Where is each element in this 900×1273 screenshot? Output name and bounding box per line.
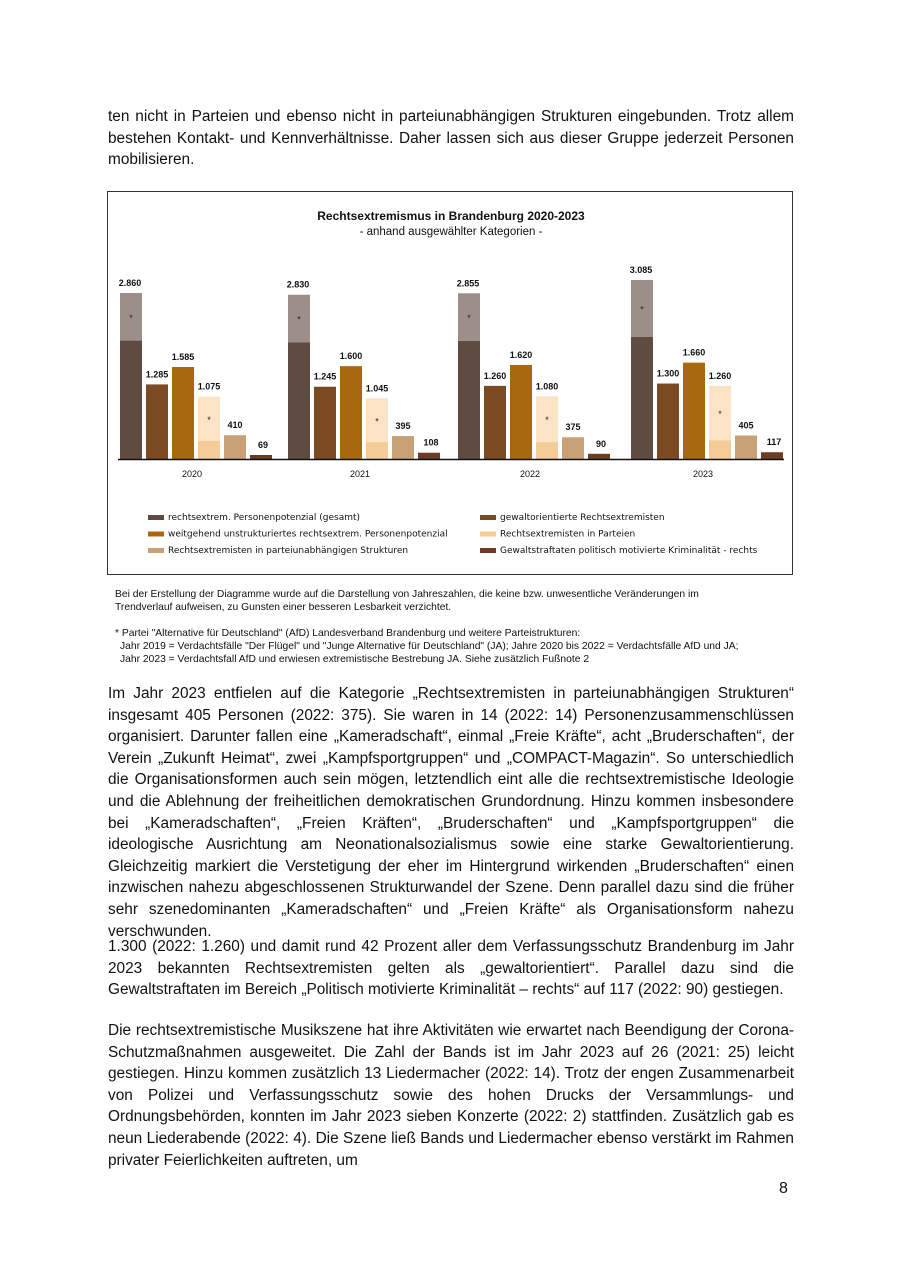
bar-2021-s5 <box>392 436 414 459</box>
label-2022-s4: 1.080 <box>535 381 559 392</box>
label-2023-s3: 1.660 <box>682 347 706 358</box>
legend-label-right-1: gewaltorientierte Rechtsextremisten <box>500 513 665 523</box>
paragraph-gewaltorientiert: 1.300 (2022: 1.260) und damit rund 42 Prozent aller dem Verfassungsschutz Brandenburg im Jahr 2023 bekannten Rechtsextremisten gelten als „gewaltorientiert“. Parallel dazu sind die Gewaltstraftaten im Bereich „Politisch motivierte Kriminalität – rechts“ auf 117 (2022: 90) gestiegen. <box>108 938 794 999</box>
chart-footnote <box>115 627 795 666</box>
bar-2022-s1-asterisk: * <box>467 313 471 324</box>
bar-2021-s4-asterisk: * <box>375 416 379 427</box>
bar-2022-s3 <box>510 365 532 459</box>
bar-2020-s2 <box>146 384 168 459</box>
x-tick-2020: 2020 <box>181 469 203 479</box>
chart-panel <box>107 191 793 575</box>
intro-paragraph: ten nicht in Parteien und ebenso nicht in parteiunabhängigen Strukturen eingebunden. Trotz allem bestehen Kontakt- und Kennverhältnisse. Daher lassen sich aus dieser Gruppe jederzeit Personen mobilisieren. <box>108 108 794 169</box>
label-2023-s6: 117 <box>766 437 782 448</box>
legend-label-right-2: Rechtsextremisten in Parteien <box>500 529 636 540</box>
label-2023-s4: 1.260 <box>708 370 732 381</box>
bar-2021-s2 <box>314 387 336 459</box>
bar-2022-s6 <box>588 454 610 459</box>
x-tick-2023: 2023 <box>692 469 714 479</box>
bar-2021-s3 <box>340 366 362 459</box>
legend-swatch-left-3 <box>148 548 164 553</box>
x-tick-2022: 2022 <box>519 469 541 479</box>
label-2020-s2: 1.285 <box>145 369 169 380</box>
legend-label-right-3: Gewaltstraftaten politisch motivierte Kriminalität - rechts <box>500 546 758 556</box>
label-2021-s6: 108 <box>423 437 439 448</box>
bar-2022-s5 <box>562 437 584 459</box>
legend-label-left-1: rechtsextrem. Personenpotenzial (gesamt) <box>168 513 361 523</box>
label-2021-s5: 395 <box>395 421 411 432</box>
label-2020-s6: 69 <box>257 439 269 450</box>
footnote-line-1: * Partei "Alternative für Deutschland" (AfD) Landesverband Brandenburg und weitere Parteistrukturen: <box>115 628 581 639</box>
bar-2020-s4-lower <box>198 441 220 459</box>
legend-swatch-right-3 <box>480 548 496 553</box>
x-tick-2021: 2021 <box>349 469 371 479</box>
label-2020-s1: 2.860 <box>118 278 142 288</box>
label-2022-s5: 375 <box>565 422 581 433</box>
bar-2023-s1-asterisk: * <box>640 304 644 315</box>
legend-label-left-2: weitgehend unstrukturiertes rechtsextrem. Personenpotenzial <box>168 529 448 540</box>
label-2020-s5: 410 <box>227 420 243 431</box>
bar-2022-s1 <box>458 341 480 459</box>
label-2021-s2: 1.245 <box>313 371 337 382</box>
bar-2023-s2 <box>657 384 679 459</box>
bar-2023-s5 <box>735 435 757 459</box>
legend-swatch-right-1 <box>480 515 496 520</box>
bar-2020-s4-asterisk: * <box>207 414 211 425</box>
label-2022-s2: 1.260 <box>483 370 507 381</box>
label-2023-s2: 1.300 <box>656 368 680 379</box>
bar-2023-s4-lower <box>709 440 731 459</box>
label-2023-s5: 405 <box>738 420 754 431</box>
chart-subtitle: - anhand ausgewählter Kategorien - <box>359 226 543 238</box>
paragraph-musikszene: Die rechtsextremistische Musikszene hat ihre Aktivitäten wie erwartet nach Beendigung der Corona-Schutzmaßnahmen ausgeweitet. Die Zahl der Bands ist im Jahr 2023 auf 26 (2021: 25) leicht gestiegen. Hinzu kommen zusätzlich 13 Liedermacher (2022: 14). Trotz der engen Zusammenarbeit von Polizei und Verfassungsschutz sowie des hohen Drucks der Versammlungs- und Ordnungsbehörden, konnten im Jahr 2023 sieben Konzerte (2022: 2) stattfinden. Zusätzlich gab es neun Liederabende (2022: 4). Die Szene ließ Bands und Liedermacher ebenso verstärkt im Rahmen privater Feierlichkeiten auftreten, um <box>108 1022 794 1169</box>
footnote-line-3: Jahr 2023 = Verdachtsfall AfD und erwiesen extremistische Bestrebung JA. Siehe zusätzlich Fußnote 2 <box>120 654 590 665</box>
bar-2021-s6 <box>418 453 440 459</box>
bar-2021-s4-lower <box>366 442 388 459</box>
chart-note-line-2: Trendverlauf aufweisen, zu Gunsten einer besseren Lesbarkeit verzichtet. <box>115 602 452 613</box>
legend-swatch-left-2 <box>148 532 164 537</box>
bar-2021-s1-asterisk: * <box>297 314 301 325</box>
label-2021-s4: 1.045 <box>365 383 389 394</box>
chart-note-line-1: Bei der Erstellung der Diagramme wurde auf die Darstellung von Jahreszahlen, die keine bzw. unwesentliche Veränderungen im <box>115 589 699 600</box>
bar-2023-s6 <box>761 452 783 459</box>
label-2022-s3: 1.620 <box>509 349 533 360</box>
bar-2020-s5 <box>224 435 246 459</box>
bar-2022-s4-lower <box>536 442 558 459</box>
chart-title: Rechtsextremismus in Brandenburg 2020-2023 <box>317 209 585 223</box>
legend-swatch-right-2 <box>480 532 496 537</box>
legend-swatch-left-1 <box>148 515 164 520</box>
label-2021-s1: 2.830 <box>286 279 310 290</box>
page-number: 8 <box>779 1180 788 1197</box>
label-2021-s3: 1.600 <box>339 351 363 362</box>
label-2022-s6: 90 <box>595 438 607 449</box>
legend-label-left-3: Rechtsextremisten in parteiunabhängigen Strukturen <box>168 546 409 556</box>
bar-2021-s1 <box>288 342 310 459</box>
label-2022-s1: 2.855 <box>456 278 480 289</box>
bar-2020-s1-asterisk: * <box>129 312 133 323</box>
bar-2020-s6 <box>250 455 272 459</box>
bar-2022-s2 <box>484 386 506 459</box>
bar-2022-s4-asterisk: * <box>545 415 549 426</box>
label-2020-s4: 1.075 <box>197 381 221 392</box>
bar-2020-s1 <box>120 341 142 459</box>
footnote-line-2: Jahr 2019 = Verdachtsfälle "Der Flügel" und "Junge Alternative für Deutschland" (JA); Jahre 2020 bis 2022 = Verdachtsfälle AfD und JA; <box>120 641 739 652</box>
label-2023-s1: 3.085 <box>629 264 653 275</box>
bar-2023-s4-asterisk: * <box>718 409 722 420</box>
bar-2020-s3 <box>172 367 194 459</box>
chart-note <box>115 588 795 614</box>
bar-2023-s1 <box>631 337 653 459</box>
paragraph-parteiunabhaengige-strukturen: Im Jahr 2023 entfielen auf die Kategorie „Rechtsextremisten in parteiunabhängigen Strukturen“ insgesamt 405 Personen (2022: 375). Sie waren in 14 (2022: 14) Personenzusammenschlüssen organisiert. Darunter fallen eine „Kameradschaft“, einmal „Freie Kräfte“, acht „Bruderschaften“, der Verein „Zukunft Heimat“, zwei „Kampfsportgruppen“ und „COMPACT-Magazin“. So unterschiedlich die Organisationsformen auch sein mögen, letztendlich eint alle die rechtsextremistische Ideologie und die Ablehnung der freiheitlichen demokratischen Grundordnung. Hinzu kommen insbesondere bei „Kameradschaften“, „Freien Kräften“, „Bruderschaften“ und „Kampfsportgruppen“ die ideologische Ausrichtung am Neonationalsozialismus sowie eine starke Gewaltorientierung. Gleichzeitig markiert die Verstetigung der eher im Hintergrund wirkenden „Bruderschaften“ einen inzwischen nahezu abgeschlossenen Strukturwandel der Szene. Denn parallel dazu sind die früher sehr szenedominanten „Kameradschaften“ und „Freien Kräfte“ als Organisationsform nahezu verschwunden. <box>108 685 794 940</box>
label-2020-s3: 1.585 <box>171 352 195 363</box>
bar-chart <box>108 192 792 574</box>
bar-2023-s3 <box>683 363 705 459</box>
